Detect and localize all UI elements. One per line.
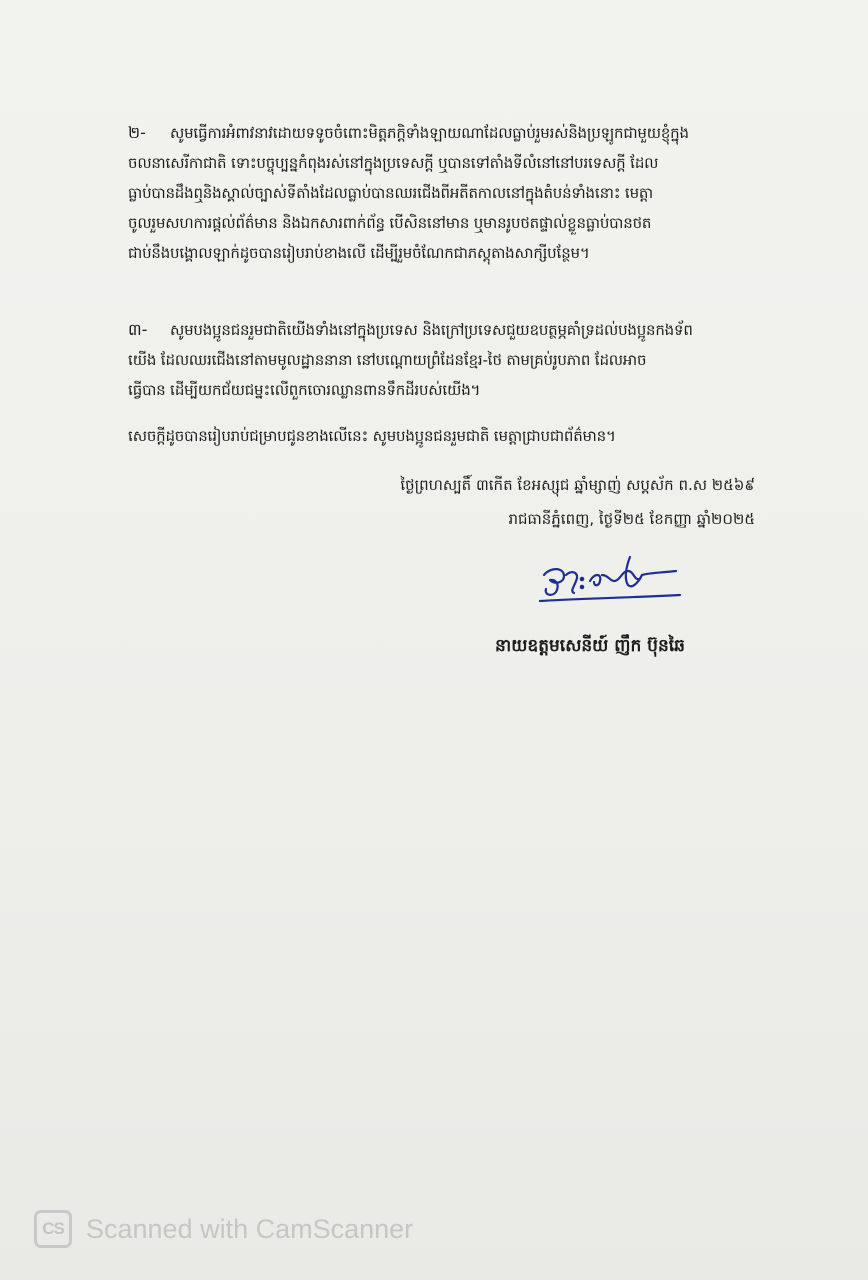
paragraph-line: ចលនាសេរីកាជាតិ ទោះបច្ចុប្បន្នកំពុងរស់នៅក្នុងប្រទេសក្តី ឬបានទៅតាំងទីលំនៅនៅបរទេសក្តី ដែល [128,154,659,172]
paragraph-line: សូមបងប្អូនជនរួមជាតិយើងទាំងនៅក្នុងប្រទេស និងក្រៅប្រទេសជួយឧបត្ថម្ភគាំទ្រដល់បងប្អូនកងទ័ព [170,321,693,339]
camscanner-logo: CS [34,1210,72,1248]
paragraph-number: ៣- [128,320,148,339]
scanner-watermark: Scanned with CamScanner [86,1214,414,1244]
paragraph-line: យើង ដែលឈរជើងនៅតាមមូលដ្ឋាននានា នៅបណ្តោយព្រំដែនខ្មែរ-ថៃ តាមគ្រប់រូបភាព ដែលអាច [128,351,647,369]
lunar-date: ថ្ងៃព្រហស្បតិ៍ ៣កើត ខែអស្សុជ ឆ្នាំម្សាញ់ សប្តស័ក ព.ស ២៥៦៩ [400,476,755,494]
paragraph-line: ចូលរួមសហការផ្តល់ព័ត៌មាន និងឯកសារពាក់ព័ន្ធ បើសិននៅមាន ឬមានរូបថតផ្ទាល់ខ្លួនធ្លាប់បានថត [128,214,652,232]
paragraph-line: សូមធ្វើការអំពាវនាវដោយទទូចចំពោះមិត្តភក្តិទាំងឡាយណាដែលធ្លាប់រួមរស់និងប្រឡូកជាមួយខ្ញុំក្នុង [170,124,689,142]
signer-name: នាយឧត្តមសេនីយ៍ ញឹក ប៊ុនឆៃ [495,636,685,656]
paragraph-number: ២- [128,123,146,142]
paragraph-line: ធ្វើបាន ដើម្បីយកជ័យជម្នះលើពួកចោរឈ្លានពានទឹកដីរបស់យើង។ [128,381,481,399]
place-and-date: រាជធានីភ្នំពេញ, ថ្ងៃទី២៥ ខែកញ្ញា ឆ្នាំ២០២៥ [508,510,755,528]
closing-statement: សេចក្តីដូចបានរៀបរាប់ជម្រាបជូនខាងលើនេះ សូមបងប្អូនជនរួមជាតិ មេត្តាជ្រាបជាព័ត៌មាន។ [128,427,616,445]
paragraph-line: ជាប់នឹងបង្គោលឡាក់ដូចបានរៀបរាប់ខាងលើ ដើម្បីរួមចំណែកជាភស្តុតាងសាក្សីបន្ថែម។ [128,244,590,262]
paragraph-line: ធ្លាប់បានដឹងឮនិងស្គាល់ច្បាស់ទីតាំងដែលធ្លាប់បានឈរជើងពីអតីតកាលនៅក្នុងតំបន់ទាំងនោះ មេត្តា [128,184,653,202]
handwritten-signature [530,545,690,615]
